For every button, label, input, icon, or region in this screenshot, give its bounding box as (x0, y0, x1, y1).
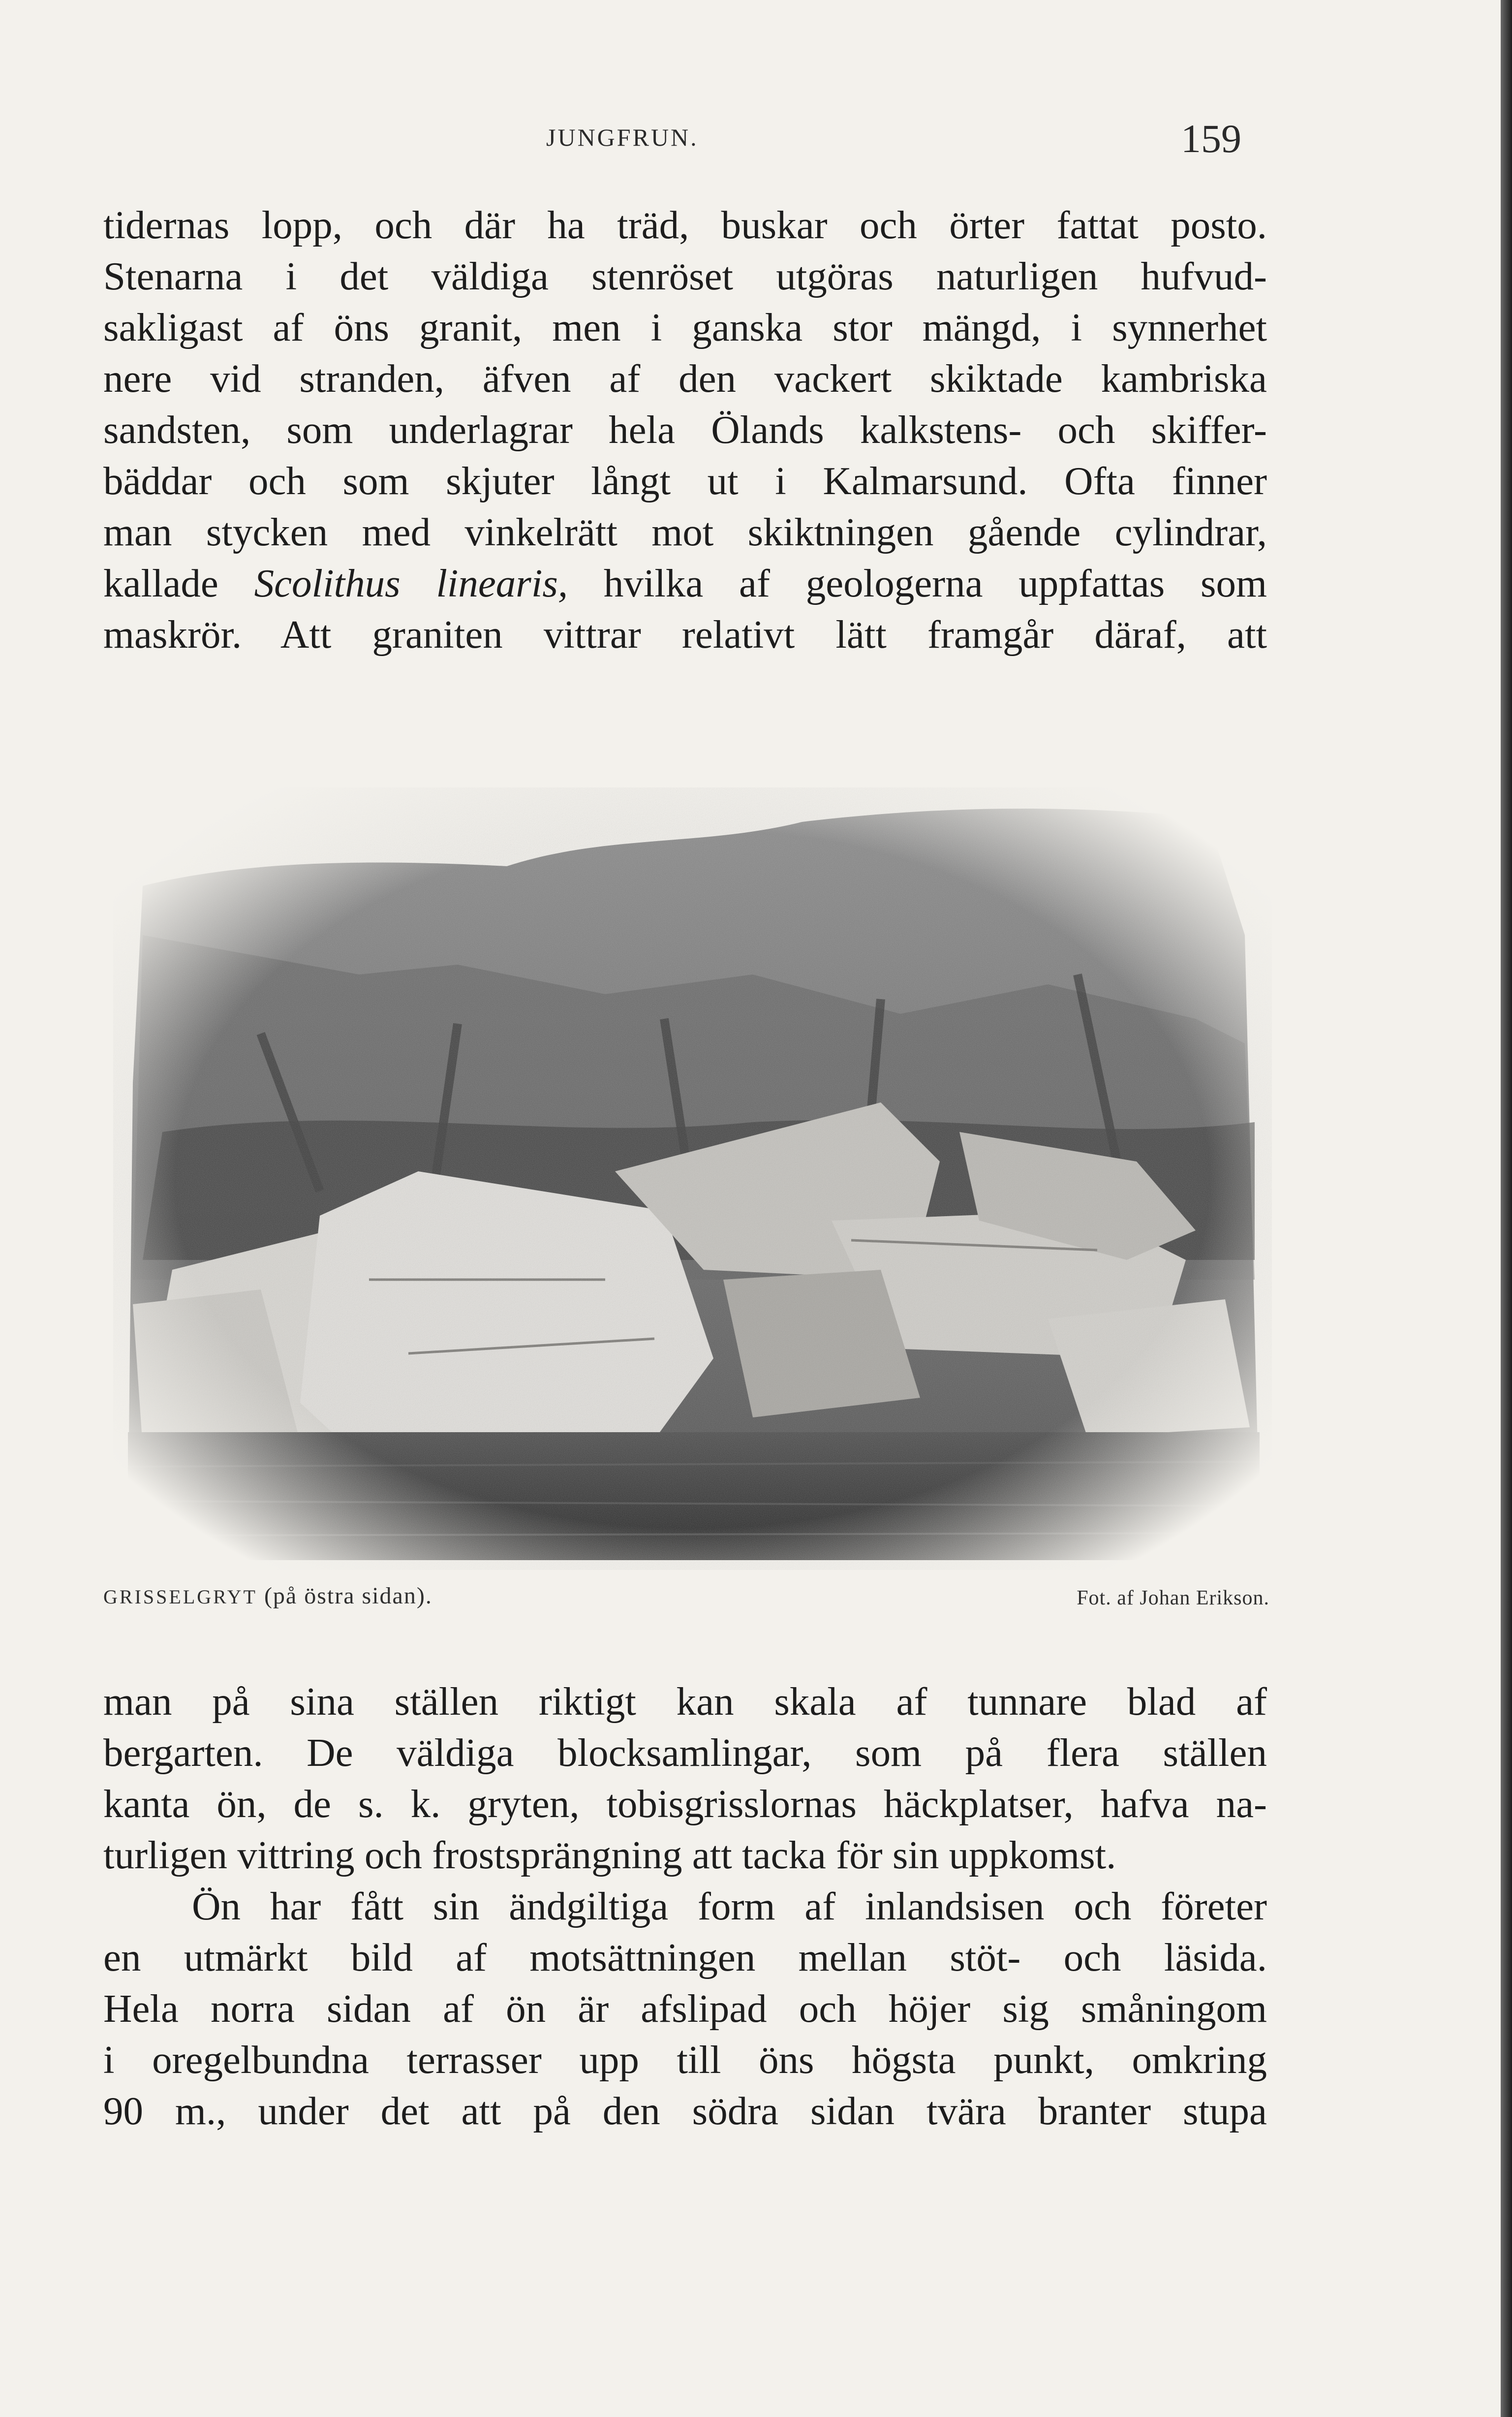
text-line: man stycken med vinkelrätt mot skiktningen gående cylindrar, (103, 510, 1267, 554)
text-line: bergarten. De väldiga blocksamlingar, som på flera ställen (103, 1730, 1267, 1775)
photo-credit: Fot. af Johan Erikson. (1077, 1587, 1269, 1609)
species-name-italic: Scolithus linearis, (254, 561, 568, 605)
text-line: kanta ön, de s. k. gryten, tobisgrisslornas häckplatser, hafva na- (103, 1782, 1267, 1826)
text-run: hvilka af geologerna uppfattas som (568, 561, 1267, 605)
text-line: i oregelbundna terrasser upp till öns högsta punkt, omkring (103, 2038, 1267, 2082)
running-head (0, 113, 1501, 161)
text-line: Stenarna i det väldiga stenröset utgöras naturligen hufvud- (103, 254, 1267, 298)
text-line: 90 m., under det att på den södra sidan tvära branter stupa (103, 2089, 1267, 2133)
text-line: turligen vittring och frostsprängning att tacka för sin uppkomst. (103, 1833, 1116, 1877)
photograph-plate (113, 787, 1272, 1570)
scan-edge (1501, 0, 1512, 2417)
text-line: maskrör. Att graniten vittrar relativt lätt framgår däraf, att (103, 612, 1267, 657)
text-line: bäddar och som skjuter långt ut i Kalmarsund. Ofta finner (103, 459, 1267, 503)
paragraph-top (103, 199, 1267, 660)
caption-detail: (på östra sidan). (257, 1583, 432, 1609)
text-line: Hela norra sidan af ön är afslipad och höjer sig småningom (103, 1986, 1267, 2031)
text-line: Ön har fått sin ändgiltiga form af inlandsisen och företer (192, 1884, 1267, 1928)
text-line: man på sina ställen riktigt kan skala af tunnare blad af (103, 1679, 1267, 1724)
rock-photograph (113, 787, 1272, 1570)
text-line: en utmärkt bild af motsättningen mellan stöt- och läsida. (103, 1935, 1267, 1979)
caption-title (103, 1582, 432, 1609)
text-run: kallade (103, 561, 254, 605)
text-line: sakligast af öns granit, men i ganska stor mängd, i synnerhet (103, 305, 1267, 349)
page-number: 159 (1181, 116, 1241, 161)
running-head-title: JUNGFRUN. (546, 124, 699, 151)
paragraph-bottom (103, 1676, 1267, 2136)
text-line: nere vid stranden, äfven af den vackert skiktade kambriska (103, 356, 1267, 401)
text-line-with-italic (103, 558, 1267, 609)
caption-place-name: GRISSELGRYT (103, 1586, 257, 1608)
text-line: tidernas lopp, och där ha träd, buskar och örter fattat posto. (103, 203, 1267, 247)
figure-caption (103, 1582, 1269, 1617)
text-line: sandsten, som underlagrar hela Ölands kalkstens- och skiffer- (103, 408, 1267, 452)
